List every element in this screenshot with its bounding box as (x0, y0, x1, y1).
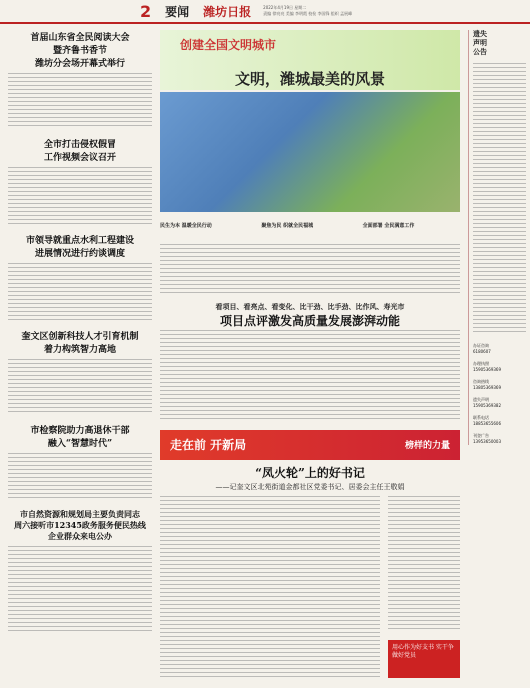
newspaper-brand: 潍坊日报 (203, 4, 252, 19)
header-meta: 2022年4月19日 星期二 责编 徐亮亮 美编 李明霞 校检 李国锋 组织 孟展峰 (263, 5, 353, 16)
article-5-body (8, 453, 152, 501)
ad-row: 刊登广告 13953650003 (473, 433, 501, 444)
bottom-banner: 走在前 开新局 榜样的力量 (160, 430, 460, 460)
top-headline: 文明，潍城最美的风景 (234, 70, 385, 88)
top-photo (160, 92, 460, 212)
ad-row: 遗失声明 15905369382 (473, 397, 501, 408)
article-5-title: 市检察院助力高退休干部 融入“智慧时代” (30, 426, 130, 449)
middle-article-title: 看项目、看亮点、看变化、比干劲、比手劲、比作风、寿光市 项目点评激发高质量发展澎湃动能 (215, 303, 405, 328)
bottom-body (160, 496, 380, 678)
top-subhead-strip (160, 212, 460, 242)
left-column (8, 30, 152, 632)
civilization-banner: 创建全国文明城市 (160, 30, 460, 90)
article-3-body (8, 263, 152, 321)
article-3-title: 市领导就重点水利工程建设 进展情况进行约谈调度 (25, 236, 134, 259)
article-6-body (8, 546, 152, 632)
page-header (0, 0, 530, 24)
ad-row: 办证咨询 6180607 (473, 343, 491, 354)
subhead-1: 民生为本 温暖全民行动 (160, 223, 212, 229)
subhead-2: 聚焦为民 织就全民福城 (261, 223, 314, 229)
article-1-body (8, 73, 152, 129)
article-4-title: 奎文区创新科技人才引育机制 着力构筑智力高地 (21, 332, 139, 355)
bottom-highlight-box: 用心作为好支书 实干争做好党员 (388, 640, 460, 678)
bottom-subtitle: ——记奎文区北苑街道金都社区党委书记、居委会主任王敬娟 (215, 483, 405, 491)
article-4-body (8, 359, 152, 415)
right-notices (473, 63, 526, 333)
middle-body (160, 330, 460, 422)
article-1-title: 首届山东省全民阅读大会 暨齐鲁书香节 潍坊分会场开幕式举行 (30, 33, 130, 69)
article-6-title: 市自然资源和规划局主要负责同志 周六接听市12345政务服务便民热线 企业群众来电公办 (14, 509, 146, 541)
top-body (160, 244, 460, 294)
right-column: 遗失 声明 公告 办证咨询 6180607 办理执照 15905369369 咨询热线 13805369369 遗失声明 15905369382 联系电话 18853655606 刊登广告 13953650003 (468, 30, 526, 445)
bottom-headline: “凤火轮”上的好书记 (255, 466, 365, 480)
bottom-side-body (388, 496, 460, 632)
ad-list (473, 343, 526, 445)
article-2-body (8, 167, 152, 225)
page-number: 2 (140, 1, 152, 21)
ad-row: 办理执照 15905369369 (473, 361, 501, 372)
ad-row: 咨询热线 13805369369 (473, 379, 501, 390)
ad-row: 联系电话 18853655606 (473, 415, 501, 426)
section-name: 要闻 (165, 4, 190, 19)
article-2-title: 全市打击侵权假冒 工作视频会议召开 (43, 140, 116, 163)
subhead-3: 全面部署 全民满意工作 (362, 223, 415, 229)
